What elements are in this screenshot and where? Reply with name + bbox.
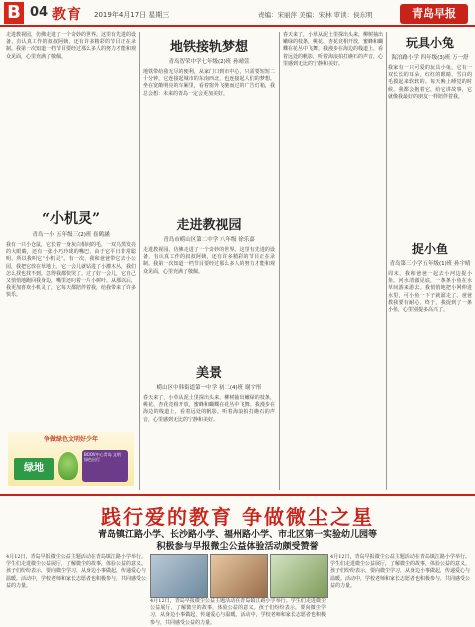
- article-title: “小机灵”: [41, 211, 101, 227]
- section-letter: B: [4, 2, 24, 24]
- article-title: 地铁接轨梦想: [169, 40, 248, 55]
- article-zhuoxiaoniao: [388, 240, 472, 481]
- article-body: 地铁带给我无尽的便利，从家门口到市中心，只需要短短二十分钟，它连接起城市的东南西北，也连接起人们的梦想。坐在宽敞明亮的车厢里，看着窗外飞驰而过的广告灯箱，我总会想：未来的青岛一定会更加美好。: [143, 69, 275, 97]
- event-photo: [210, 554, 268, 598]
- article-body: 春天来了，小草从泥土里探出头来，柳树抽出嫩绿的枝条，桃花、杏花竞相开放，蜜蜂和蝴蝶在花丛中飞舞。我漫步在海边的栈道上，看着远处的帆影，听着海浪拍打礁石的声音，心里感到无比的宁静和美好。: [143, 395, 275, 423]
- article-body: 周末，我和爸爸一起去小河边捉小鱼。河水清澈见底，一条条小鱼在水草间游来游去。我悄悄地把小网伸进水里，可小鱼一下子就溜走了。爸爸教我要有耐心，终于，我捉到了一条小鱼，心里别提多高兴了。: [388, 271, 472, 314]
- article-continuation: 走进教视园，仿佛走进了一个奇妙的世界。这里有先进的设备，有认真工作的叔叔阿姨，还有许多精彩的节目正在录制。我第一次知道一档节目要经过那么多人的努力才能和观众见面，心里充满了敬佩。: [6, 32, 137, 60]
- article-byline: 青岛一小 五年级三(2)班 崔鹤涵: [32, 232, 110, 238]
- illustration-headline: 争做绿色文明好少年: [43, 436, 98, 443]
- section-title: 教育: [52, 7, 82, 23]
- article-byline: 青岛市崂山区第二中学 八年级 徐乐嘉: [163, 237, 255, 243]
- article-xiaoyuanzi: [6, 208, 136, 418]
- page-number: 04: [30, 5, 49, 20]
- article-body: 我有一只小仓鼠，它长着一身灰白相间的毛，一双乌黑发亮的大眼睛，还有一张小巧玲珑的嘴巴，由于它平日非常聪明，所以我叫它“小机灵”。有一次，我和爸爸带它去小公园，我把它放在草地上，它一会儿就钻进了小灌木丛，我们怎么找也找不到，急得我都快哭了。过了好一会儿，它自己又悄悄地跑回我身边，嘴里还叼着一片小树叶。从那以后，我更加喜欢小机灵了，它每天都陪伴着我，给我带来了许多快乐。: [6, 242, 137, 299]
- column-divider: [279, 32, 280, 490]
- editor-credits: 责编：宋丽萍 美编：宋林 审读：侯东明: [258, 11, 373, 19]
- article-body: 我家有一只可爱的玩具小兔，它有一双长长的耳朵，红红的眼睛，雪白的毛摸起来软软的。每天晚上睡觉的时候，我都会抱着它，给它讲故事，它就像我最好的朋友一样陪伴着我。: [388, 65, 472, 100]
- article-column3: [283, 32, 383, 490]
- article-wanju-body: [388, 34, 472, 235]
- article-zoujin: [143, 214, 275, 357]
- article-title: 美景: [195, 366, 222, 381]
- illustration-tag: 绿地: [14, 458, 54, 480]
- header-rule: [0, 25, 475, 27]
- article-title: 捉小鱼: [411, 242, 448, 256]
- event-photo: [150, 554, 208, 598]
- article-byline: 崂山区中韩街道第一中学 初二(4)班 谢宇彤: [156, 385, 262, 391]
- green-illustration: [8, 432, 134, 486]
- leaf-icon: [58, 452, 78, 480]
- column-divider: [139, 32, 140, 490]
- banner-subtitle-1: 青岛镇江路小学、长沙路小学、福州路小学、市北区第一实验幼儿园等: [97, 530, 377, 540]
- article-meijing: [143, 362, 275, 495]
- article-byline: 青岛智荣中学七年级(2)班 孙晴萱: [168, 59, 250, 65]
- banner-body-col2: 4月12日，青岛早报微尘公益主题活动在青岛镇江路小学举行。学生们走进微尘公益展厅，了解微尘的故事，体验公益的意义。孩子们纷纷表示，要向微尘学习，从身边小事做起，传递爱心与温暖。活动中，学校老师和家长志愿者也积极参与，共同感受公益的力量。: [150, 598, 326, 626]
- banner-title: 践行爱的教育 争做微尘之星: [101, 505, 374, 529]
- article-byline: 青岛第三小学五年级(1)班 孙宇晴: [389, 261, 471, 267]
- banner-subtitle-2: 积极参与早报微尘公益体验活动颇受赞誉: [156, 542, 319, 552]
- column-divider: [386, 32, 387, 490]
- banner-body-col1: 4月12日，青岛早报微尘公益主题活动在青岛镇江路小学举行。学生们走进微尘公益展厅，了解微尘的故事，体验公益的意义。孩子们纷纷表示，要向微尘学习，从身边小事做起，传递爱心与温暖。活动中，学校老师和家长志愿者也积极参与，共同感受公益的力量。: [6, 554, 147, 589]
- issue-date: 2019年4月17日 星期三: [94, 11, 170, 19]
- event-photo: [270, 554, 328, 598]
- article-body: 春天来了，小草从泥土里探出头来，柳树抽出嫩绿的枝条，桃花、杏花竞相开放，蜜蜂和蝴蝶在花丛中飞舞。我漫步在海边的栈道上，看着远处的帆影，听着海浪拍打礁石的声音，心里感到无比的宁静和美好。: [283, 32, 384, 67]
- article-ditie: [143, 36, 275, 219]
- article-title: 走进教视园: [176, 218, 242, 233]
- page-header: [0, 0, 475, 28]
- article-title: 玩具小兔: [405, 36, 454, 50]
- newspaper-logo: 青岛早报: [400, 4, 468, 24]
- illustration-phone-text: BOOV中心青岛 文明 绿色出行: [82, 450, 128, 482]
- banner-rule: [0, 494, 475, 496]
- article-body: 走进教视园，仿佛走进了一个奇妙的世界。这里有先进的设备，有认真工作的叔叔阿姨，还有许多精彩的节目正在录制。我第一次知道一档节目要经过那么多人的努力才能和观众见面，心里充满了敬佩。: [143, 247, 275, 275]
- banner-body-col3: 4月12日，青岛早报微尘公益主题活动在青岛镇江路小学举行。学生们走进微尘公益展厅，了解微尘的故事，体验公益的意义。孩子们纷纷表示，要向微尘学习，从身边小事做起，传递爱心与温暖。活动中，学校老师和家长志愿者也积极参与，共同感受公益的力量。: [330, 554, 471, 589]
- article-byline: 海泊路小学 四年级(3)班 万一舒: [391, 55, 469, 61]
